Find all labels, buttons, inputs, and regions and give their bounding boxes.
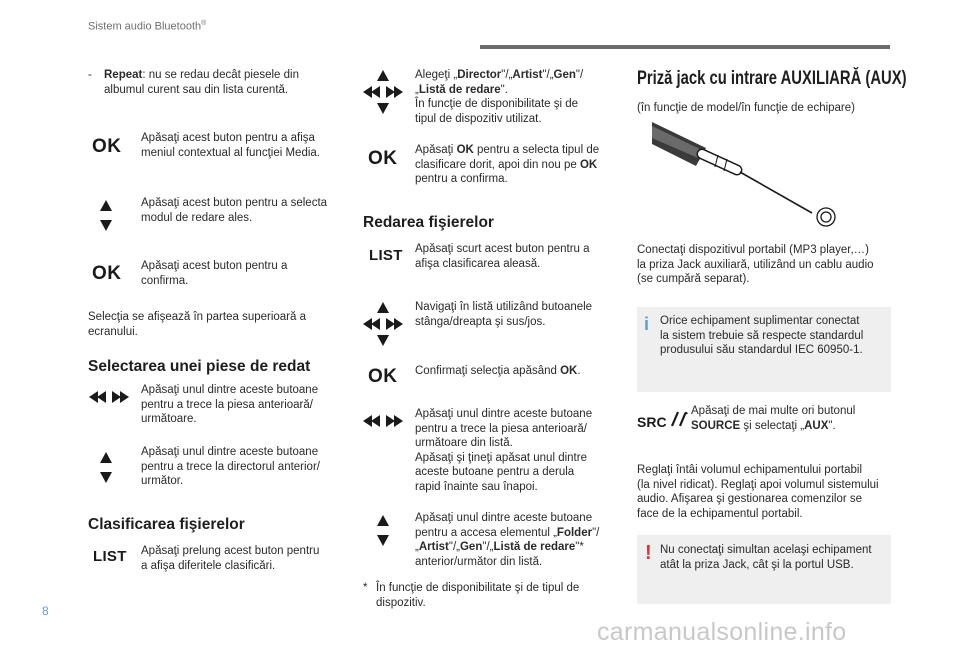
heading-play-files: Redarea fişierelor (363, 214, 494, 231)
up-down-arrows-icon-3 (375, 514, 391, 548)
list-button-label-2: LIST (369, 247, 403, 264)
warning-icon: ! (645, 542, 652, 564)
prev-next-arrows-icon-2 (363, 414, 403, 428)
repeat-note: - (88, 69, 92, 81)
heading-classification: Clasificarea fişierelor (88, 516, 245, 533)
info-icon: i (644, 314, 650, 334)
row2-text: Apăsaţi acest buton pentru a selecta modul de redare ales. (141, 197, 328, 224)
choose-text: Alegeţi „Director"/„Artist"/„Gen"/ „Listă de redare". În funcţie de disponibilitate şi de tipul de dispozitiv utilizat. (415, 69, 584, 125)
ok-button-label: OK (92, 136, 122, 157)
four-way-arrows-icon (363, 70, 403, 114)
play-row3-text: Confirmaţi selecţia apăsând OK. (415, 365, 581, 377)
heading-select-track: Selectarea unei piese de redat (88, 358, 311, 375)
four-way-arrows-icon-2 (363, 302, 403, 346)
row3-text: Apăsaţi acest buton pentru a confirma. (141, 260, 288, 287)
play-row2-text: Navigaţi în listă utilizând butoanele stânga/dreapta şi sus/jos. (415, 301, 593, 328)
list-button-label: LIST (93, 548, 127, 565)
play-row4-text: Apăsaţi unul dintre aceste butoane pentru a trece la piesa anterioară/ următoare din listă. Apăsaţi şi ţineţi apăsat unul dintre aceste butoane pentru a derula rapid înainte sau înapoi. (415, 408, 593, 493)
repeat-text: Repeat: nu se redau decât piesele din albumul curent sau din lista curentă. (104, 69, 299, 96)
play-row1-text: Apăsaţi scurt acest buton pentru a afişa clasificarea aleasă. (415, 243, 590, 270)
footnote-star: * (363, 582, 368, 594)
ok-button-label-2: OK (92, 263, 122, 284)
up-down-arrows-icon (98, 199, 114, 233)
phone-icon (670, 410, 688, 428)
ok-button-label-3: OK (368, 148, 398, 169)
ok-button-label-4: OK (368, 366, 398, 387)
volume-text: Reglaţi întâi volumul echipamentului portabil (la nivel ridicat). Reglaţi apoi volumul sistemului audio. Afişarea şi gestionarea comenzilor se face de la echipamentul portabil. (637, 464, 879, 520)
warning-text: Nu conectaţi simultan acelaşi echipament atât la priza Jack, cât şi la portul USB. (660, 544, 872, 571)
aux-subtitle: (în funcţie de model/în funcţie de echipare) (637, 102, 855, 114)
src-button-label: SRC (637, 414, 667, 430)
running-header: Sistem audio Bluetooth® (88, 20, 207, 33)
class-row1-text: Apăsaţi prelung acest buton pentru a afişa diferitele clasificări. (141, 545, 320, 572)
row1-text: Apăsaţi acest buton pentru a afişa meniul contextual al funcţiei Media. (141, 132, 320, 159)
play-row5-text: Apăsaţi unul dintre aceste butoane pentru a accesa elementul „Folder"/ „Artist"/„Gen"/„Listă de redare"* anterior/următor din listă. (415, 512, 600, 568)
watermark: carmanualsonline.info (597, 618, 847, 646)
ok-select-text: Apăsaţi OK pentru a selecta tipul de clasificare dorit, apoi din nou pe OK pentru a confirma. (415, 144, 600, 186)
prev-next-arrows-icon (89, 390, 129, 404)
aux-section-title: Priză jack cu intrare AUXILIARĂ (AUX) (637, 68, 907, 89)
footnote-text: În funcţie de disponibilitate şi de tipul de dispozitiv. (376, 582, 580, 609)
selection-note: Selecţia se afişează în partea superioară a ecranului. (88, 311, 306, 338)
src-text: Apăsaţi de mai multe ori butonul SOURCE şi selectaţi „AUX". (691, 405, 856, 432)
select-row2-text: Apăsaţi unul dintre aceste butoane pentru a trece la directorul anterior/ următor. (141, 446, 320, 488)
info-text: Orice echipament suplimentar conectat la sistem trebuie să respecte standardul produsului său standardul IEC 60950-1. (660, 315, 864, 357)
page-number: 8 (42, 604, 49, 618)
header-bar (480, 45, 890, 49)
jack-plug-illustration (652, 120, 852, 235)
up-down-arrows-icon-2 (98, 451, 114, 485)
select-row1-text: Apăsaţi unul dintre aceste butoane pentru a trece la piesa anterioară/ următoare. (141, 384, 319, 426)
connect-text: Conectaţi dispozitivul portabil (MP3 player,…) la priza Jack auxiliară, utilizând un cablu audio (se cumpără separat). (637, 244, 874, 286)
